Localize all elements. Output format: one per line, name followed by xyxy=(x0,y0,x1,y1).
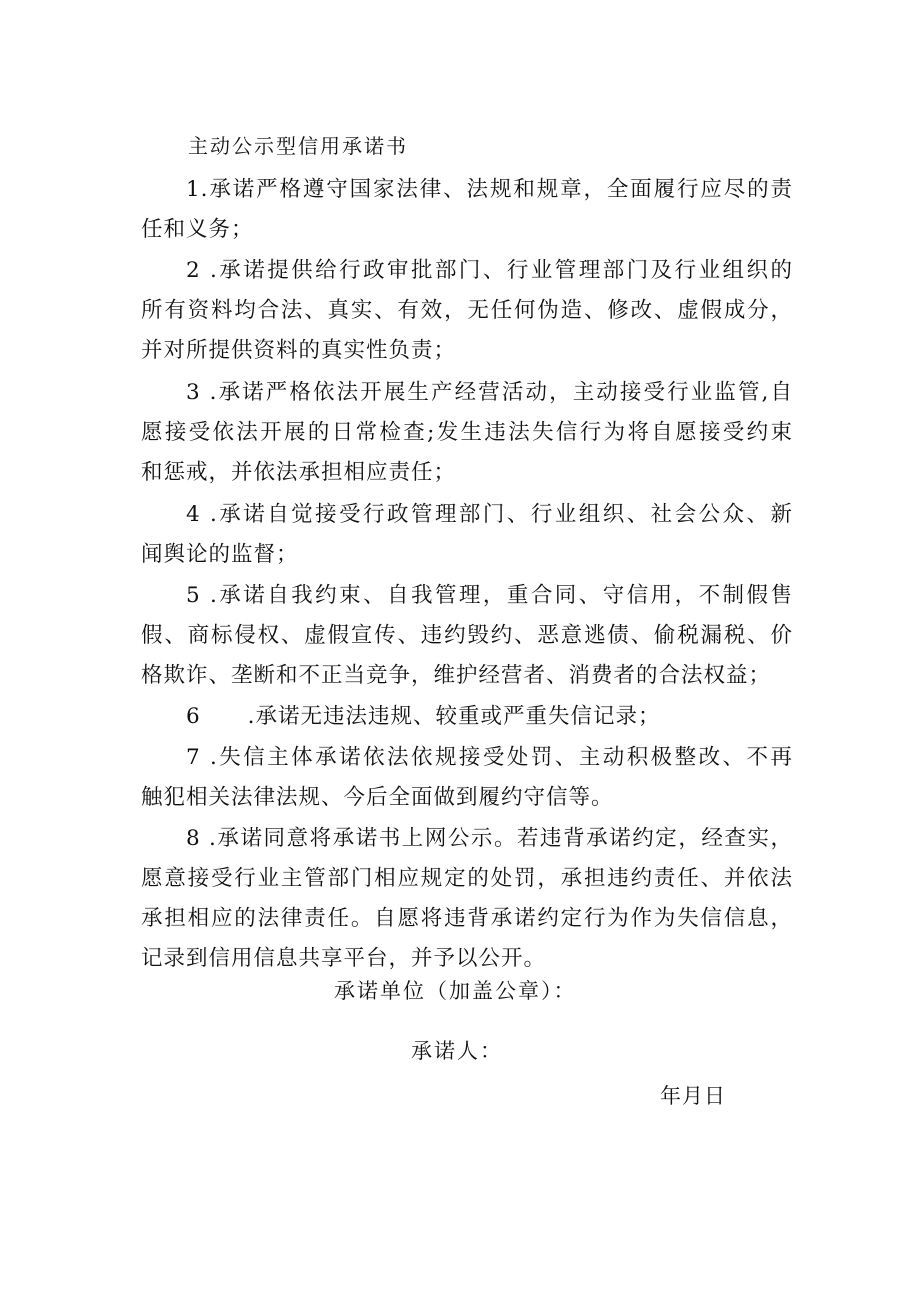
paragraph-line: 7 .失信主体承诺依法依规接受处罚、主动积极整改、不再 xyxy=(186,745,793,770)
paragraph-line: 6 .承诺无违法违规、较重或严重失信记录； xyxy=(186,704,661,729)
commitment-item-1 xyxy=(141,170,793,250)
commitment-item-4 xyxy=(141,495,793,575)
commitment-item-8 xyxy=(141,819,793,979)
signature-unit-label: 承诺单位（加盖公章）： xyxy=(334,979,577,1003)
commitment-item-2 xyxy=(141,251,793,371)
paragraph-line: 闻舆论的监督； xyxy=(141,542,299,567)
commitment-item-6 xyxy=(141,697,793,737)
paragraph-line: 1.承诺严格遵守国家法律、法规和规章，全面履行应尽的责 xyxy=(186,177,793,202)
signature-date-label: 年月日 xyxy=(660,1084,726,1108)
commitment-item-7 xyxy=(141,738,793,818)
commitment-item-5 xyxy=(141,576,793,696)
paragraph-line: 愿接受依法开展的日常检查;发生违法失信行为将自愿接受约束 xyxy=(141,420,793,445)
paragraph-line: 5 .承诺自我约束、自我管理，重合同、守信用，不制假售 xyxy=(186,583,793,608)
paragraph-line: 假、商标侵权、虚假宣传、违约毁约、恶意逃债、偷税漏税、价 xyxy=(141,623,793,648)
paragraph-line: 8 .承诺同意将承诺书上网公示。若违背承诺约定，经查实， xyxy=(186,826,793,851)
paragraph-line: 并对所提供资料的真实性负责； xyxy=(141,338,457,363)
paragraph-line: 和惩戒，并依法承担相应责任； xyxy=(141,460,457,485)
paragraph-line: 2 .承诺提供给行政审批部门、行业管理部门及行业组织的 xyxy=(186,258,793,283)
paragraph-line: 愿意接受行业主管部门相应规定的处罚，承担违约责任、并依法 xyxy=(141,866,793,891)
commitment-item-3 xyxy=(141,373,793,493)
paragraph-line: 3 .承诺严格依法开展生产经营活动，主动接受行业监管,自 xyxy=(186,380,793,405)
paragraph-line: 所有资料均合法、真实、有效，无任何伪造、修改、虚假成分， xyxy=(141,298,793,323)
document-title: 主动公示型信用承诺书 xyxy=(188,134,408,158)
paragraph-line: 格欺诈、垄断和不正当竞争，维护经营者、消费者的合法权益； xyxy=(141,663,772,688)
paragraph-line: 触犯相关法律法规、今后全面做到履约守信等。 xyxy=(141,785,614,810)
paragraph-line: 承担相应的法律责任。自愿将违背承诺约定行为作为失信信息， xyxy=(141,906,793,931)
paragraph-line: 记录到信用信息共享平台，并予以公开。 xyxy=(141,946,547,971)
paragraph-line: 4 .承诺自觉接受行政管理部门、行业组织、社会公众、新 xyxy=(186,502,793,527)
paragraph-line: 任和义务； xyxy=(141,217,254,242)
signature-person-label: 承诺人： xyxy=(411,1039,503,1063)
